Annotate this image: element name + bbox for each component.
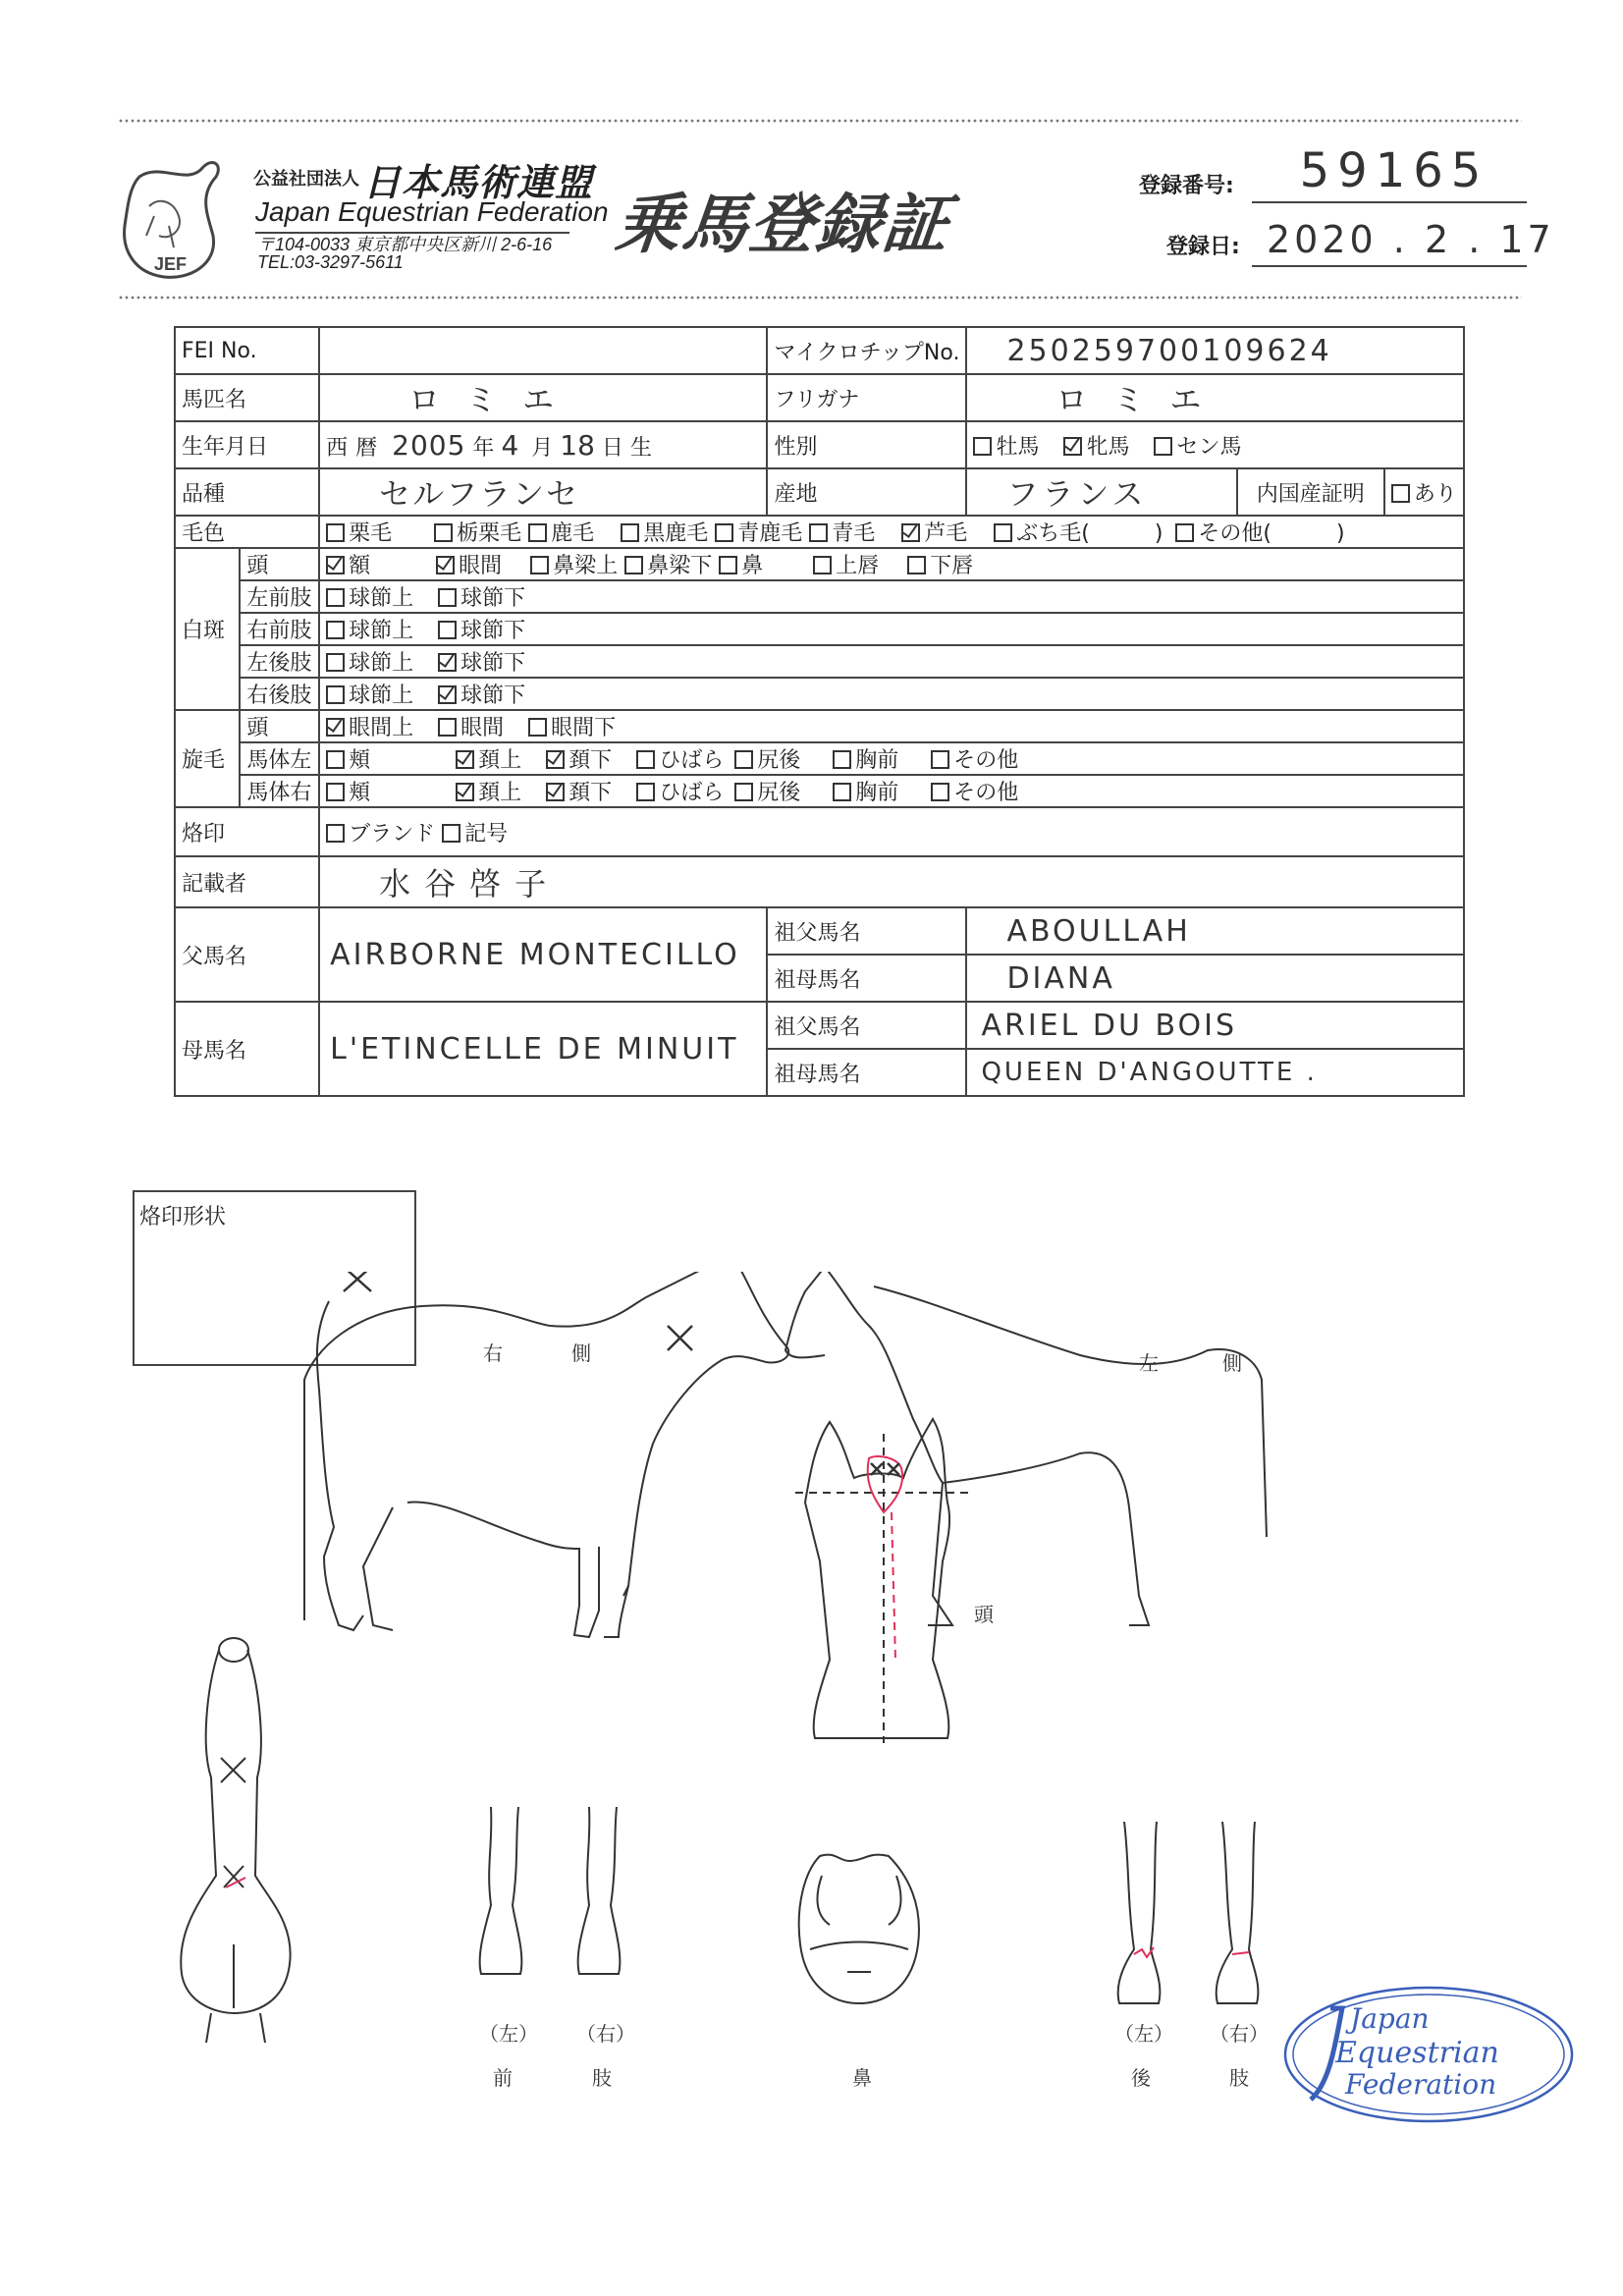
- coat-bay[interactable]: 鹿毛: [528, 517, 594, 547]
- nose-diagram: [790, 1846, 928, 2013]
- sex-option-mare[interactable]: 牝馬: [1063, 430, 1129, 461]
- opt-above-fetlock[interactable]: 球節上: [326, 646, 413, 677]
- microchip-value: 250259700109624: [966, 327, 1464, 374]
- hindlimbs-diagram: [1109, 1822, 1286, 2018]
- stamp-line-2: Equestrian: [1335, 2036, 1499, 2070]
- stamp-line-1: Japan: [1350, 2002, 1430, 2035]
- sex-option-stallion[interactable]: 牡馬: [973, 430, 1039, 461]
- row-horse-name: [175, 374, 1464, 421]
- svg-text:JEF: JEF: [154, 254, 188, 274]
- hindlimb-right-label: （右）: [1210, 2022, 1269, 2046]
- row-fei: [175, 327, 1464, 374]
- coat-color-options: [319, 516, 1464, 548]
- white-lf-options: [319, 580, 1464, 613]
- row-whorl-right: [175, 775, 1464, 807]
- right-side-label-2: 側: [571, 1341, 591, 1365]
- registration-number-underline: [1252, 201, 1527, 203]
- opt-above-fetlock[interactable]: 球節上: [326, 614, 413, 644]
- row-coat-color: [175, 516, 1464, 548]
- furigana-value: ロミエ: [966, 374, 1464, 421]
- right-side-label-1: 右: [483, 1341, 503, 1365]
- birth-month: 4: [501, 428, 525, 462]
- white-part-right-hind: 右後肢: [240, 678, 319, 710]
- registration-date: 2020 . 2 . 17: [1267, 218, 1555, 261]
- row-dam-1: [175, 1002, 1464, 1049]
- org-name-jp: 日本馬術連盟: [363, 161, 594, 204]
- opt-upper-nose[interactable]: 鼻梁上: [530, 549, 618, 579]
- top-divider: [118, 118, 1522, 124]
- opt-below-fetlock[interactable]: 球節下: [438, 581, 525, 612]
- whorl-left-options: [319, 742, 1464, 775]
- jef-stamp-icon: [1281, 1984, 1576, 2126]
- sire-value: AIRBORNE MONTECILLO: [319, 907, 767, 1002]
- row-sire-1: [175, 907, 1464, 955]
- brand-options: [319, 807, 1464, 856]
- forelimb-caption-2: 肢: [592, 2066, 612, 2090]
- address: 〒104-0033 東京都中央区新川 2-6-16: [257, 235, 553, 254]
- opt-below-fetlock[interactable]: 球節下: [438, 614, 525, 644]
- opt-flank[interactable]: ひばら: [636, 743, 724, 774]
- row-white-lh: [175, 645, 1464, 678]
- forelimb-right-label: （右）: [576, 2022, 635, 2046]
- checkbox[interactable]: [973, 437, 992, 456]
- coat-grey[interactable]: 芦毛: [901, 517, 967, 547]
- checkbox[interactable]: [1154, 437, 1172, 456]
- sex-options: [966, 421, 1464, 468]
- opt-upper-neck[interactable]: 頚上: [456, 743, 521, 774]
- birth-year: 2005: [392, 428, 466, 462]
- coat-other[interactable]: その他( ): [1175, 517, 1344, 547]
- forelimb-caption-1: 前: [493, 2066, 513, 2090]
- sire-grandsire-label: 祖父馬名: [767, 907, 966, 955]
- sire-grandsire-value: ABOULLAH: [966, 907, 1464, 955]
- forelimbs-diagram: [471, 1807, 648, 2003]
- registration-date-label: 登録日:: [1166, 235, 1240, 259]
- row-white-rh: [175, 678, 1464, 710]
- horse-head-front-diagram: [785, 1414, 982, 1748]
- coat-black[interactable]: 青毛: [809, 517, 875, 547]
- opt-nose[interactable]: 鼻: [719, 549, 763, 579]
- row-breed: [175, 468, 1464, 516]
- document-title: 乗馬登録証: [612, 187, 954, 262]
- fei-value: [319, 327, 767, 374]
- registration-form-table: [174, 326, 1465, 1097]
- opt-above-fetlock[interactable]: 球節上: [326, 679, 413, 709]
- telephone: TEL:03-3297-5611: [257, 252, 404, 272]
- stamp-line-3: Federation: [1345, 2068, 1497, 2101]
- opt-lower-lip[interactable]: 下唇: [907, 549, 973, 579]
- birth-date-label: 生年月日: [175, 421, 319, 468]
- opt-symbol[interactable]: 記号: [442, 817, 508, 847]
- sire-label: 父馬名: [175, 907, 319, 1002]
- jef-logo-icon: [120, 157, 228, 285]
- recorder-value: 水谷啓子: [319, 856, 1464, 907]
- registration-number: 59165: [1299, 143, 1489, 198]
- head-label: 頭: [974, 1603, 994, 1626]
- whorl-part-left: 馬体左: [240, 742, 319, 775]
- white-head-options: [319, 548, 1464, 580]
- org-name-en: Japan Equestrian Federation: [255, 196, 609, 227]
- fei-label: FEI No.: [175, 327, 319, 374]
- sire-granddam-label: 祖母馬名: [767, 955, 966, 1002]
- left-side-label-2: 側: [1222, 1351, 1242, 1375]
- opt-other[interactable]: その他: [931, 743, 1018, 774]
- origin-value: フランス: [966, 468, 1236, 516]
- horse-right-side-icon: [304, 1272, 788, 1637]
- sex-option-gelding[interactable]: セン馬: [1154, 430, 1241, 461]
- opt-other[interactable]: その他: [931, 776, 1018, 806]
- registration-number-label: 登録番号:: [1139, 174, 1234, 198]
- row-whorl-left: [175, 742, 1464, 775]
- left-side-label-1: 左: [1139, 1351, 1159, 1375]
- day-unit: 日: [601, 435, 623, 461]
- opt-between-eyes[interactable]: 眼間: [436, 549, 502, 579]
- checkbox[interactable]: [1391, 484, 1410, 503]
- dam-granddam-label: 祖母馬名: [767, 1049, 966, 1096]
- month-unit: 月: [531, 435, 554, 461]
- opt-below-eyes[interactable]: 眼間下: [528, 711, 616, 741]
- opt-cheek[interactable]: 頬: [326, 743, 370, 774]
- forelimb-left-label: （左）: [479, 2022, 538, 2046]
- dam-granddam-value: QUEEN D'ANGOUTTE .: [966, 1049, 1464, 1096]
- white-rf-options: [319, 613, 1464, 645]
- org-underline: [255, 232, 569, 234]
- opt-upper-lip[interactable]: 上唇: [813, 549, 879, 579]
- domestic-cert-option[interactable]: あり: [1384, 468, 1464, 516]
- opt-rump[interactable]: 尻後: [734, 776, 800, 806]
- microchip-label: マイクロチップNo.: [767, 327, 966, 374]
- hindlimb-caption-1: 後: [1131, 2066, 1151, 2090]
- row-white-head: [175, 548, 1464, 580]
- white-part-head: 頭: [240, 548, 319, 580]
- opt-chest[interactable]: 胸前: [833, 776, 898, 806]
- org-type: 公益社団法人: [253, 169, 359, 190]
- whorl-part-right: 馬体右: [240, 775, 319, 807]
- white-part-right-fore: 右前肢: [240, 613, 319, 645]
- coat-dark-chestnut[interactable]: 栃栗毛: [434, 517, 521, 547]
- coat-color-label: 毛色: [175, 516, 319, 548]
- era: 西暦: [326, 435, 386, 461]
- whorl-right-options: [319, 775, 1464, 807]
- white-part-left-hind: 左後肢: [240, 645, 319, 678]
- opt-cheek[interactable]: 頬: [326, 776, 370, 806]
- checkbox-checked[interactable]: [1063, 437, 1082, 456]
- sex-label: 性別: [767, 421, 966, 468]
- opt-lower-neck[interactable]: 頚下: [546, 743, 612, 774]
- birth-date-value: [319, 421, 767, 468]
- header-divider: [118, 295, 1522, 301]
- sire-granddam-value: DIANA: [966, 955, 1464, 1002]
- row-white-rf: [175, 613, 1464, 645]
- coat-dark-bay[interactable]: 黒鹿毛: [621, 517, 708, 547]
- whorl-head-options: [319, 710, 1464, 742]
- coat-brown[interactable]: 青鹿毛: [715, 517, 802, 547]
- opt-below-fetlock[interactable]: 球節下: [438, 646, 525, 677]
- row-white-lf: [175, 580, 1464, 613]
- opt-above-eyes[interactable]: 眼間上: [326, 711, 413, 741]
- brand-label: 烙印: [175, 807, 319, 856]
- furigana-label: フリガナ: [767, 374, 966, 421]
- opt-above-fetlock[interactable]: 球節上: [326, 581, 413, 612]
- row-recorder: [175, 856, 1464, 907]
- breed-value: セルフランセ: [319, 468, 767, 516]
- brand-shape-label: 烙印形状: [139, 1205, 227, 1230]
- opt-lower-neck[interactable]: 頚下: [546, 776, 612, 806]
- coat-pinto[interactable]: ぶち毛( ): [994, 517, 1163, 547]
- white-part-left-fore: 左前肢: [240, 580, 319, 613]
- white-lh-options: [319, 645, 1464, 678]
- row-whorl-head: [175, 710, 1464, 742]
- dam-grandsire-label: 祖父馬名: [767, 1002, 966, 1049]
- horse-name-value: ロミエ: [319, 374, 767, 421]
- dam-value: L'ETINCELLE DE MINUIT: [319, 1002, 767, 1096]
- opt-chest[interactable]: 胸前: [833, 743, 898, 774]
- registration-date-underline: [1252, 265, 1527, 267]
- recorder-label: 記載者: [175, 856, 319, 907]
- whorls-label: 旋毛: [175, 710, 240, 807]
- row-birth-date: [175, 421, 1464, 468]
- white-markings-label: 白斑: [175, 548, 240, 710]
- coat-chestnut[interactable]: 栗毛: [326, 517, 392, 547]
- opt-below-fetlock[interactable]: 球節下: [438, 679, 525, 709]
- horse-top-view-diagram: [177, 1630, 314, 2062]
- dam-grandsire-value: ARIEL DU BOIS: [966, 1002, 1464, 1049]
- birth-day: 18: [560, 428, 595, 462]
- white-rh-options: [319, 678, 1464, 710]
- whorl-part-head: 頭: [240, 710, 319, 742]
- nose-label: 鼻: [852, 2066, 872, 2090]
- breed-label: 品種: [175, 468, 319, 516]
- opt-flank[interactable]: ひばら: [636, 776, 724, 806]
- opt-eyes[interactable]: 眼間: [438, 711, 504, 741]
- year-unit: 年: [472, 435, 495, 461]
- dam-label: 母馬名: [175, 1002, 319, 1096]
- hindlimb-caption-2: 肢: [1229, 2066, 1249, 2090]
- opt-rump[interactable]: 尻後: [734, 743, 800, 774]
- domestic-cert-label: 内国産証明: [1237, 468, 1384, 516]
- origin-label: 産地: [767, 468, 966, 516]
- opt-forehead[interactable]: 額: [326, 549, 370, 579]
- birth-suffix: 生: [629, 435, 652, 461]
- opt-upper-neck[interactable]: 頚上: [456, 776, 521, 806]
- org-address: [257, 236, 552, 271]
- hindlimb-left-label: （左）: [1114, 2022, 1173, 2046]
- opt-brand[interactable]: ブランド: [326, 817, 435, 847]
- horse-name-label: 馬匹名: [175, 374, 319, 421]
- row-brand: [175, 807, 1464, 856]
- opt-lower-nose[interactable]: 鼻梁下: [624, 549, 712, 579]
